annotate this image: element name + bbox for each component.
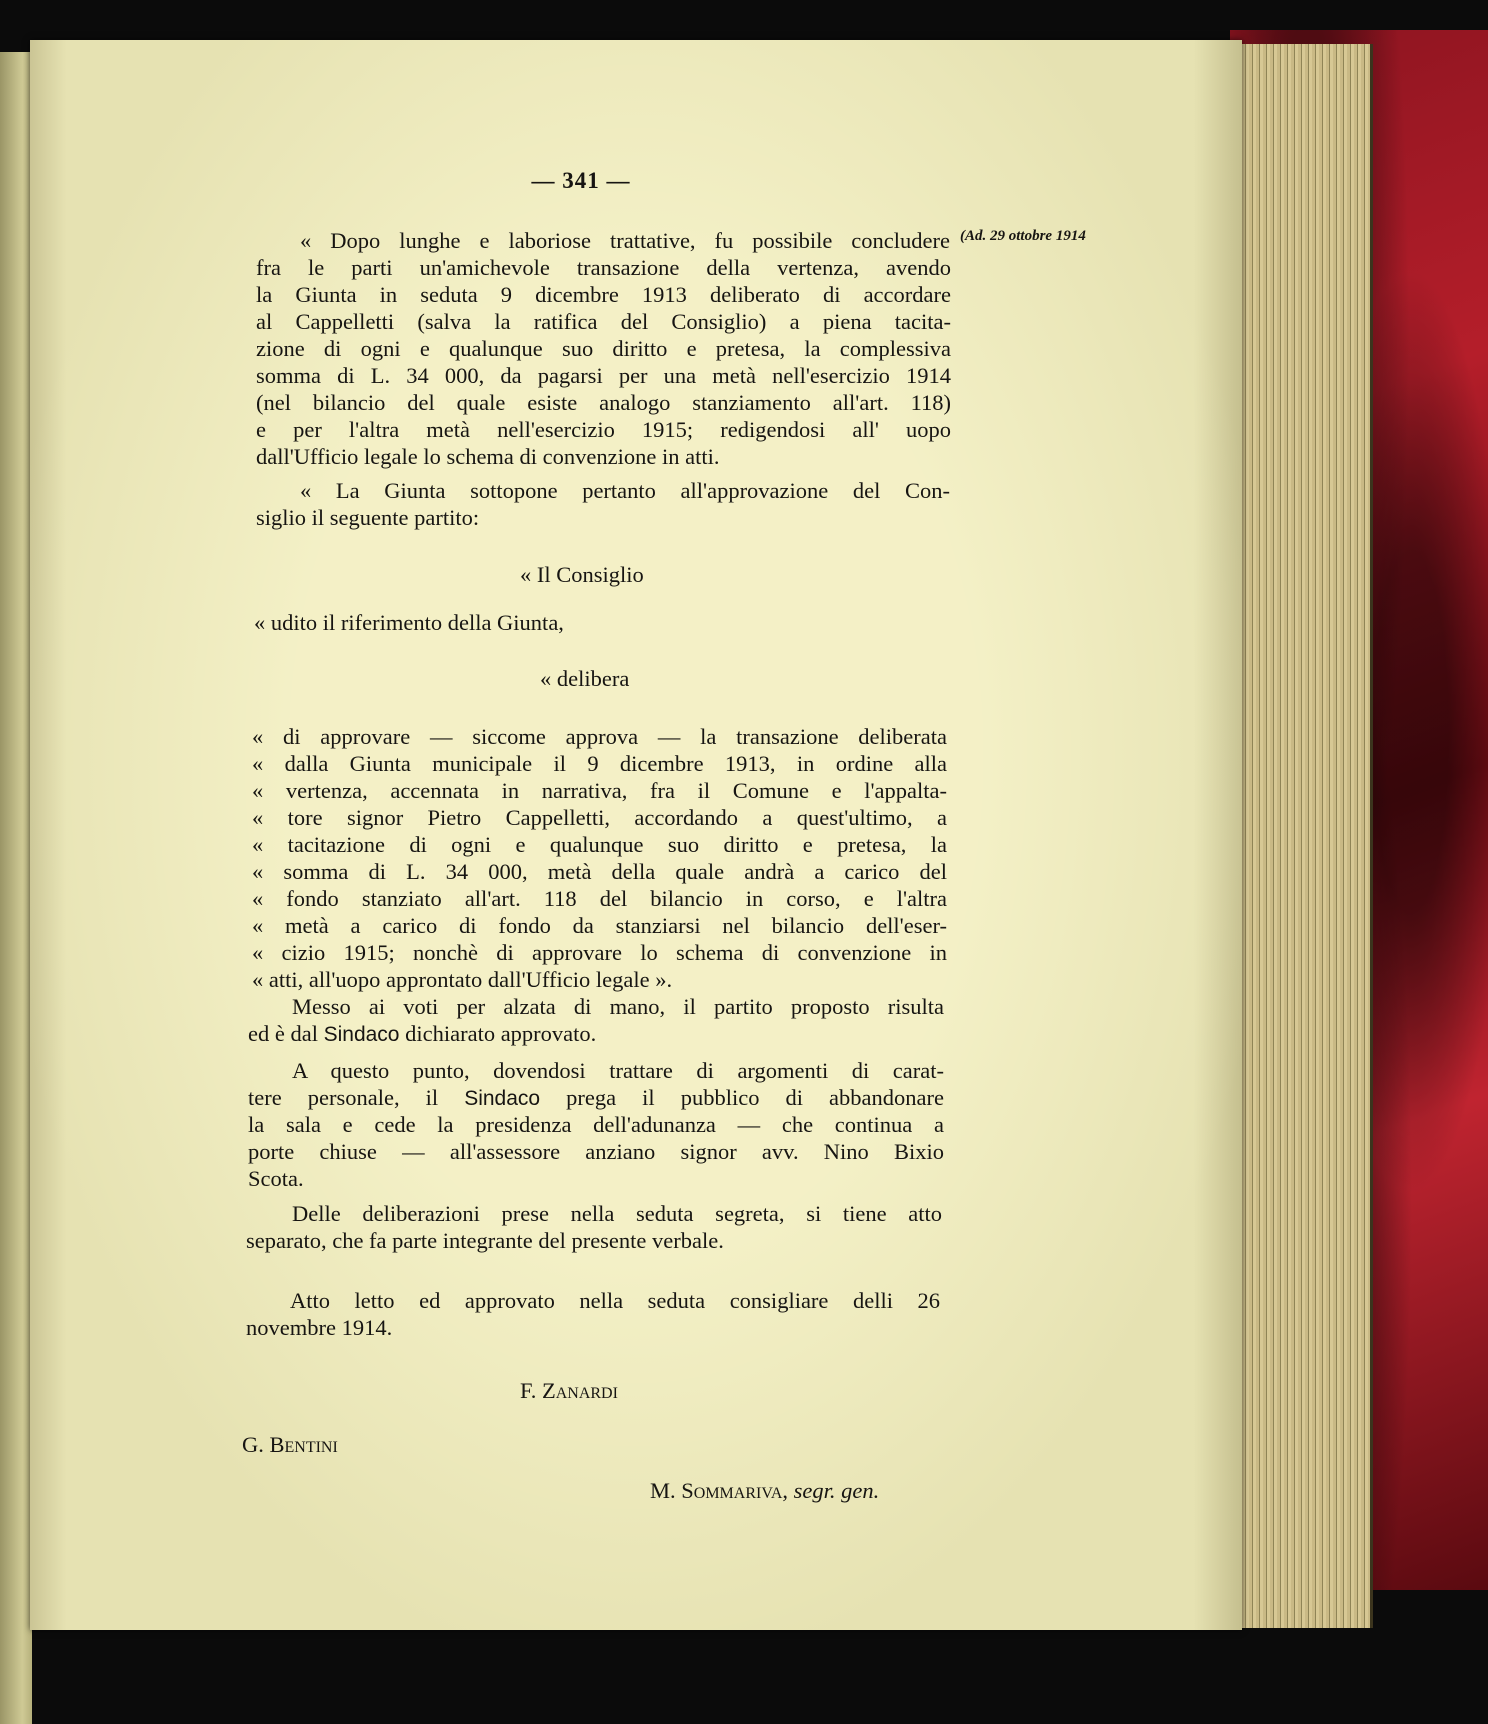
resolution-line: « di approvare — siccome approva — la transazione deliberata: [252, 724, 947, 749]
delibera-heading: « delibera: [540, 666, 630, 691]
text-line: somma di L. 34 000, da pagarsi per una metà nell'esercizio 1914: [256, 363, 951, 388]
signature-president: F. Zanardi: [520, 1378, 618, 1403]
text-line: A questo punto, dovendosi trattare di argomenti di carat-: [292, 1058, 944, 1083]
text-line: e per l'altra metà nell'esercizio 1915; redigendosi all' uopo: [256, 417, 951, 442]
text-line: porte chiuse — all'assessore anziano signor avv. Nino Bixio: [248, 1139, 944, 1164]
text-line: al Cappelletti (salva la ratifica del Consiglio) a piena tacita-: [256, 309, 951, 334]
page-edges: [1228, 44, 1373, 1628]
resolution-line: « fondo stanziato all'art. 118 del bilancio in corso, e l'altra: [252, 886, 947, 911]
text-line: dall'Ufficio legale lo schema di convenzione in atti.: [256, 444, 720, 469]
text-line: (nel bilancio del quale esiste analogo stanziamento all'art. 118): [256, 390, 951, 415]
resolution-line: « vertenza, accennata in narrativa, fra il Comune e l'appalta-: [252, 778, 947, 803]
sindaco-word: Sindaco: [464, 1087, 541, 1110]
text-line: « La Giunta sottopone pertanto all'approvazione del Con-: [300, 478, 950, 503]
text-line: ed è dal Sindaco dichiarato approvato.: [248, 1021, 597, 1046]
resolution-line: « somma di L. 34 000, metà della quale andrà a carico del: [252, 859, 947, 884]
text-line: « Dopo lunghe e laboriose trattative, fu possibile concludere: [300, 228, 950, 253]
resolution-line: « tacitazione di ogni e qualunque suo diritto e pretesa, la: [252, 832, 947, 857]
text-line: Delle deliberazioni prese nella seduta segreta, si tiene atto: [292, 1201, 942, 1226]
resolution-line: « cizio 1915; nonchè di approvare lo schema di convenzione in: [252, 940, 947, 965]
text-line: Atto letto ed approvato nella seduta consigliare delli 26: [290, 1288, 940, 1313]
sindaco-word: Sindaco: [323, 1023, 400, 1046]
resolution-line: « atti, all'uopo approntato dall'Ufficio legale ».: [252, 967, 673, 992]
resolution-line: « tore signor Pietro Cappelletti, accordando a quest'ultimo, a: [252, 805, 947, 830]
margin-note: (Ad. 29 ottobre 1914: [960, 228, 1086, 244]
document-page: [30, 40, 1242, 1630]
text-line: tere personale, il Sindaco prega il pubblico di abbandonare: [248, 1085, 944, 1110]
left-page-strip: [0, 52, 32, 1724]
signature-secretary: M. Sommariva, segr. gen.: [650, 1478, 880, 1503]
text-line: novembre 1914.: [246, 1315, 393, 1340]
text-line: siglio il seguente partito:: [256, 505, 480, 530]
text-line: la Giunta in seduta 9 dicembre 1913 deliberato di accordare: [256, 282, 951, 307]
text-line: Messo ai voti per alzata di mano, il partito proposto risulta: [292, 994, 944, 1019]
text-line: separato, che fa parte integrante del presente verbale.: [246, 1228, 724, 1253]
il-consiglio-heading: « Il Consiglio: [520, 562, 644, 587]
udito-line: « udito il riferimento della Giunta,: [254, 610, 564, 635]
text-line: Scota.: [248, 1166, 304, 1191]
text-line: la sala e cede la presidenza dell'adunanza — che continua a: [248, 1112, 944, 1137]
signature-councillor: G. Bentini: [242, 1432, 338, 1457]
resolution-line: « dalla Giunta municipale il 9 dicembre 1913, in ordine alla: [252, 751, 947, 776]
text-line: fra le parti un'amichevole transazione della vertenza, avendo: [256, 255, 951, 280]
resolution-line: « metà a carico di fondo da stanziarsi nel bilancio dell'eser-: [252, 913, 947, 938]
text-line: zione di ogni e qualunque suo diritto e pretesa, la complessiva: [256, 336, 951, 361]
page-number: — 341 —: [531, 168, 631, 193]
